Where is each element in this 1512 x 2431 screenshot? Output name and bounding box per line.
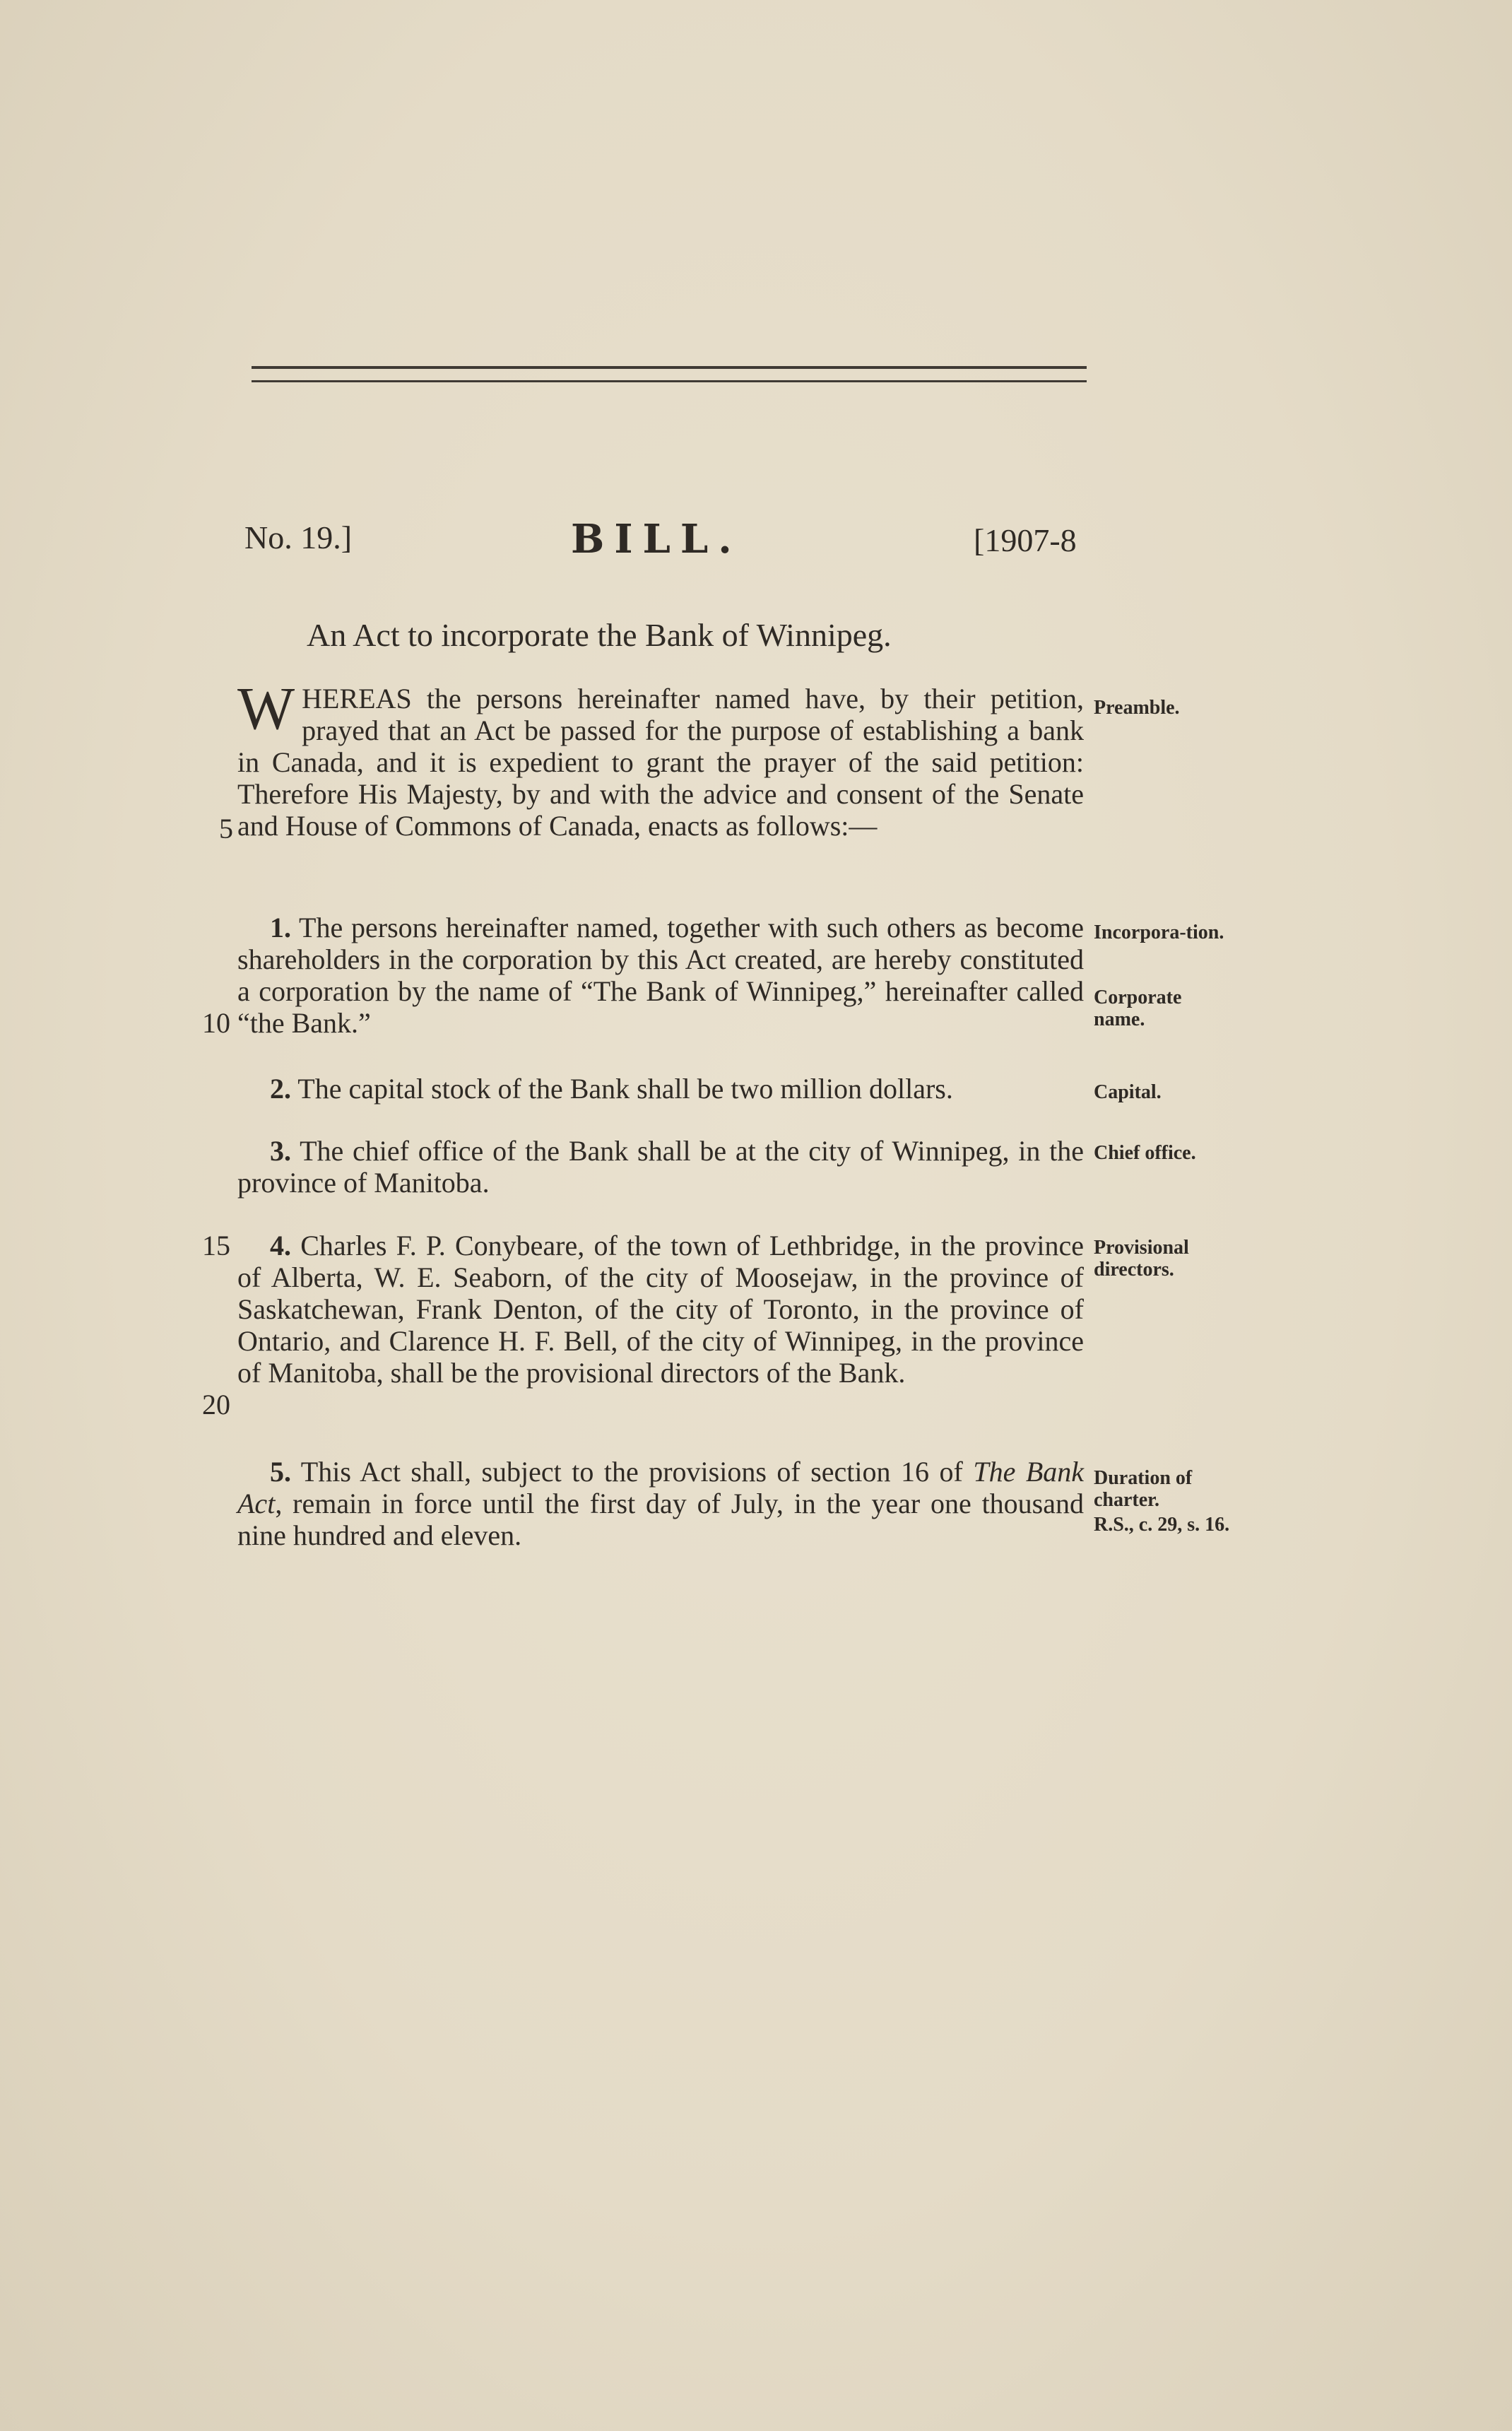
header-rule-top (252, 366, 1087, 369)
line-number: 10 (202, 1007, 230, 1039)
section-text-after: , remain in force until the first day of July, in the year one thousand nine hundred and eleven. (237, 1488, 1084, 1551)
preamble-block (237, 674, 1084, 842)
dropcap-letter: W (237, 674, 295, 742)
section-2 (237, 1073, 1084, 1105)
section-number: 2. (270, 1073, 291, 1105)
margin-note-chief-office: Chief office. (1094, 1142, 1196, 1164)
section-text: Charles F. P. Conybeare, of the town of Lethbridge, in the province of Alberta, W. E. Seaborn, of the city of Moosejaw, in the province of Saskatchewan, Frank Denton, of the city of Toronto, in the province of Ontario, and Clarence H. F. Bell, of the city of Winnipeg, in the province of Manitoba, shall be the provisional directors of the Bank. (237, 1230, 1084, 1389)
act-citation: The Bank Act (237, 1456, 1085, 1519)
bill-heading: BILL. (571, 516, 742, 563)
margin-note-provisional-directors: Provisional directors. (1094, 1237, 1189, 1281)
section-text: The persons hereinafter named, together with such others as become shareholders in the corporation by this Act created, are hereby constituted a corporation by the name of “The Bank of Winnipeg,” hereinafter called “the Bank.” (237, 912, 1085, 1039)
bill-title: An Act to incorporate the Bank of Winnipeg. (307, 617, 892, 653)
section-text: The chief office of the Bank shall be at the city of Winnipeg, in the province of Manitoba. (237, 1135, 1085, 1199)
margin-note-reference: R.S., c. 29, s. 16. (1094, 1514, 1230, 1536)
margin-note-preamble: Preamble. (1094, 697, 1180, 719)
margin-note-duration: Duration of charter. (1094, 1467, 1193, 1511)
section-4 (237, 1230, 1084, 1389)
section-number: 4. (270, 1230, 291, 1261)
section-text-before: This Act shall, subject to the provisions of section 16 of (300, 1456, 963, 1488)
section-number: 1. (270, 912, 291, 943)
margin-note-corporate-name: Corporate name. (1094, 987, 1182, 1030)
section-text: The capital stock of the Bank shall be two million dollars. (297, 1073, 953, 1105)
margin-note-incorporation: Incorpora-tion. (1094, 922, 1224, 943)
session-year: [1907-8 (974, 522, 1077, 558)
line-number: 20 (202, 1389, 230, 1420)
section-3 (237, 1135, 1084, 1199)
line-number: 15 (202, 1230, 230, 1261)
section-number: 3. (270, 1135, 291, 1167)
section-1 (237, 912, 1084, 1039)
section-5 (237, 1456, 1084, 1551)
preamble-text: HEREAS the persons hereinafter named have, by their petition, prayed that an Act be passed for the purpose of establishing a bank in Canada, and it is expedient to grant the prayer of the said petition: Therefore His Majesty, by and with the advice and consent of the Senate and House of Commons of Canada, enacts as follows:— (237, 683, 1084, 842)
line-number: 5 (219, 813, 233, 844)
header-rule-bottom (252, 380, 1087, 382)
bill-number: No. 19.] (244, 519, 353, 555)
section-number: 5. (270, 1456, 291, 1488)
margin-note-capital: Capital. (1094, 1081, 1162, 1103)
